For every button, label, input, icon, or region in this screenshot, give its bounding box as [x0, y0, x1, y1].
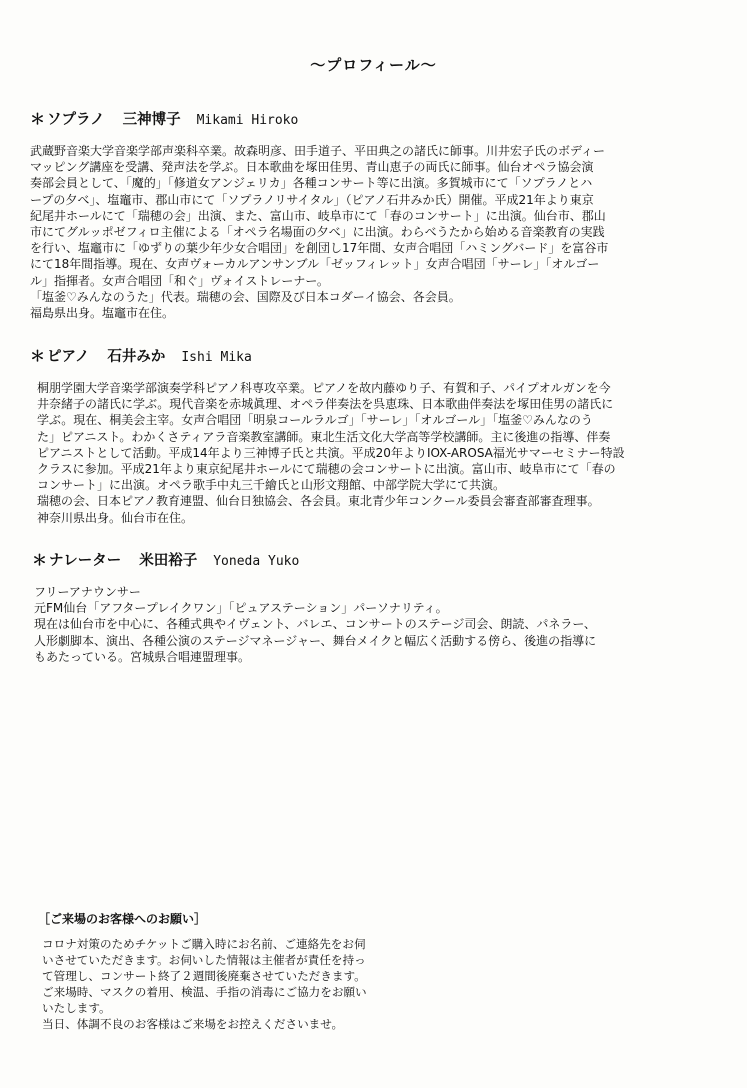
piano-roman-name: Ishi Mika	[181, 350, 252, 365]
bio-line: 現在は仙台市を中心に、各種式典やイヴェント、バレエ、コンサートのステージ司会、朗読、パネラー、	[34, 617, 596, 632]
soprano-role: ソプラノ	[47, 112, 105, 128]
notice-body	[38, 936, 458, 1032]
bio-line: 学ぶ。現在、桐美会主宰。女声合唱団「明泉コールラルゴ」「サーレ」「オルゴール」「塩釜♡みんなのう	[37, 413, 593, 428]
bio-line: 瑞穂の会、日本ピアノ教育連盟、仙台日独協会、各会員。東北青少年コンクール委員会審査部審査理事。	[37, 494, 600, 509]
bio-line: 紀尾井ホールにて「瑞穂の会」出演、また、富山市、岐阜市にて「春のコンサート」に出演。仙台市、郡山	[30, 208, 606, 223]
bio-line: ープの夕べ」、塩竈市、郡山市にて「ソプラノリサイタル」（ピアノ石井みか氏）開催。平成21年より東京	[30, 192, 594, 207]
notice-title: ［ご来場のお客様へのお願い］	[38, 912, 207, 926]
piano-name: 石井みか	[107, 349, 166, 365]
narrator-heading	[32, 549, 722, 570]
bio-line: 人形劇脚本、演出、各種公演のステージマネージャー、舞台メイクと幅広く活動する傍ら、後進の指導に	[34, 633, 597, 648]
notice-line: ご来場時、マスクの着用、検温、手指の消毒にご協力をお願い	[42, 985, 367, 999]
bio-line: た」ピアニスト。わかくさティアラ音楽教室講師。東北生活文化大学高等学校講師。主に後進の指導、伴奏	[37, 429, 611, 444]
asterisk-icon: ＊	[30, 347, 46, 365]
piano-profile	[30, 345, 720, 526]
bio-line: 福島県出身。塩竈市在住。	[30, 306, 175, 321]
narrator-name: 米田裕子	[139, 553, 198, 569]
piano-role: ピアノ	[47, 349, 90, 365]
soprano-bio	[30, 143, 720, 321]
narrator-role: ナレーター	[49, 553, 122, 569]
notice-line: て管理し、コンサート終了２週間後廃棄させていただきます。	[42, 969, 366, 983]
visitor-notice	[38, 910, 458, 1032]
asterisk-icon: ＊	[30, 110, 46, 128]
soprano-profile	[30, 108, 720, 321]
narrator-profile	[32, 549, 722, 665]
narrator-roman-name: Yoneda Yuko	[213, 554, 300, 569]
piano-heading	[30, 345, 720, 366]
bio-line: を行い、塩竈市に「ゆずりの葉少年少女合唱団」を創団し17年間、女声合唱団「ハミングバード」を富谷市	[30, 241, 609, 256]
bio-line: クラスに参加。平成21年より東京紀尾井ホールにて瑞穂の会コンサートに出演。富山市、岐阜市にて「春の	[37, 462, 616, 477]
bio-line: ピアニストとして活動。平成14年より三神博子氏と共演。平成20年よりIOX-AROSA福光サマーセミナー特設	[37, 445, 625, 460]
soprano-heading	[30, 108, 720, 129]
bio-line: フリーアナウンサー	[34, 585, 141, 599]
bio-line: にて18年間指導。現在、女声ヴォーカルアンサンブル「ゼッフィレット」女声合唱団「サーレ」「オルゴー	[30, 257, 600, 272]
asterisk-icon: ＊	[32, 551, 48, 569]
bio-line: 桐朋学園大学音楽学部演奏学科ピアノ科専攻卒業。ピアノを故内藤ゆり子、有賀和子、パイプオルガンを今	[37, 381, 611, 395]
page-title: 〜プロフィール〜	[310, 56, 437, 74]
soprano-name: 三神博子	[122, 112, 181, 128]
bio-line: マッピング講座を受講、発声法を学ぶ。日本歌曲を塚田佳男、青山恵子の両氏に師事。仙台オペラ協会演	[30, 160, 594, 175]
notice-line: いさせていただきます。お伺いした情報は主催者が責任を持っ	[42, 953, 366, 967]
bio-line: 井奈緒子の諸氏に学ぶ。現代音楽を赤城眞理、オペラ伴奏法を呉恵珠、日本歌曲伴奏法を塚田佳男の諸氏に	[37, 397, 614, 412]
piano-bio	[30, 380, 720, 526]
bio-line: 市にてグルッポゼフィロ主催による「オペラ名場面の夕べ」に出演。わらべうたから始める音楽教育の実践	[30, 225, 605, 240]
bio-line: ル」指揮者。女声合唱団「和ぐ」ヴォイストレーナー。	[30, 273, 329, 288]
notice-line: 当日、体調不良のお客様はご来場をお控えくださいませ。	[42, 1017, 344, 1031]
bio-line: 神奈川県出身。仙台市在住。	[37, 510, 194, 525]
narrator-bio	[32, 584, 722, 665]
bio-line: 元FM仙台「アフタープレイクワン」「ピュアステーション」パーソナリティ。	[34, 601, 448, 616]
notice-line: いたします。	[42, 1001, 111, 1015]
soprano-roman-name: Mikami Hiroko	[196, 113, 299, 128]
bio-line: コンサート」に出演。オペラ歌手中丸三千繪氏と山形文翔館、中部学院大学にて共演。	[37, 478, 506, 493]
bio-line: 武蔵野音楽大学音楽学部声楽科卒業。故森明彦、田手道子、平田典之の諸氏に師事。川井宏子氏のボディー	[30, 144, 606, 158]
bio-line: 奏部会員として、「魔的」「修道女アンジェリカ」各種コンサート等に出演。多賀城市にて「ソプラノとハ	[30, 176, 593, 191]
bio-line: もあたっている。宮城県合唱連盟理事。	[34, 649, 251, 664]
notice-line: コロナ対策のためチケットご購入時にお名前、ご連絡先をお伺	[42, 937, 366, 951]
bio-line: 「塩釜♡みんなのうた」代表。瑞穂の会、国際及び日本コダーイ協会、各会員。	[30, 289, 461, 304]
